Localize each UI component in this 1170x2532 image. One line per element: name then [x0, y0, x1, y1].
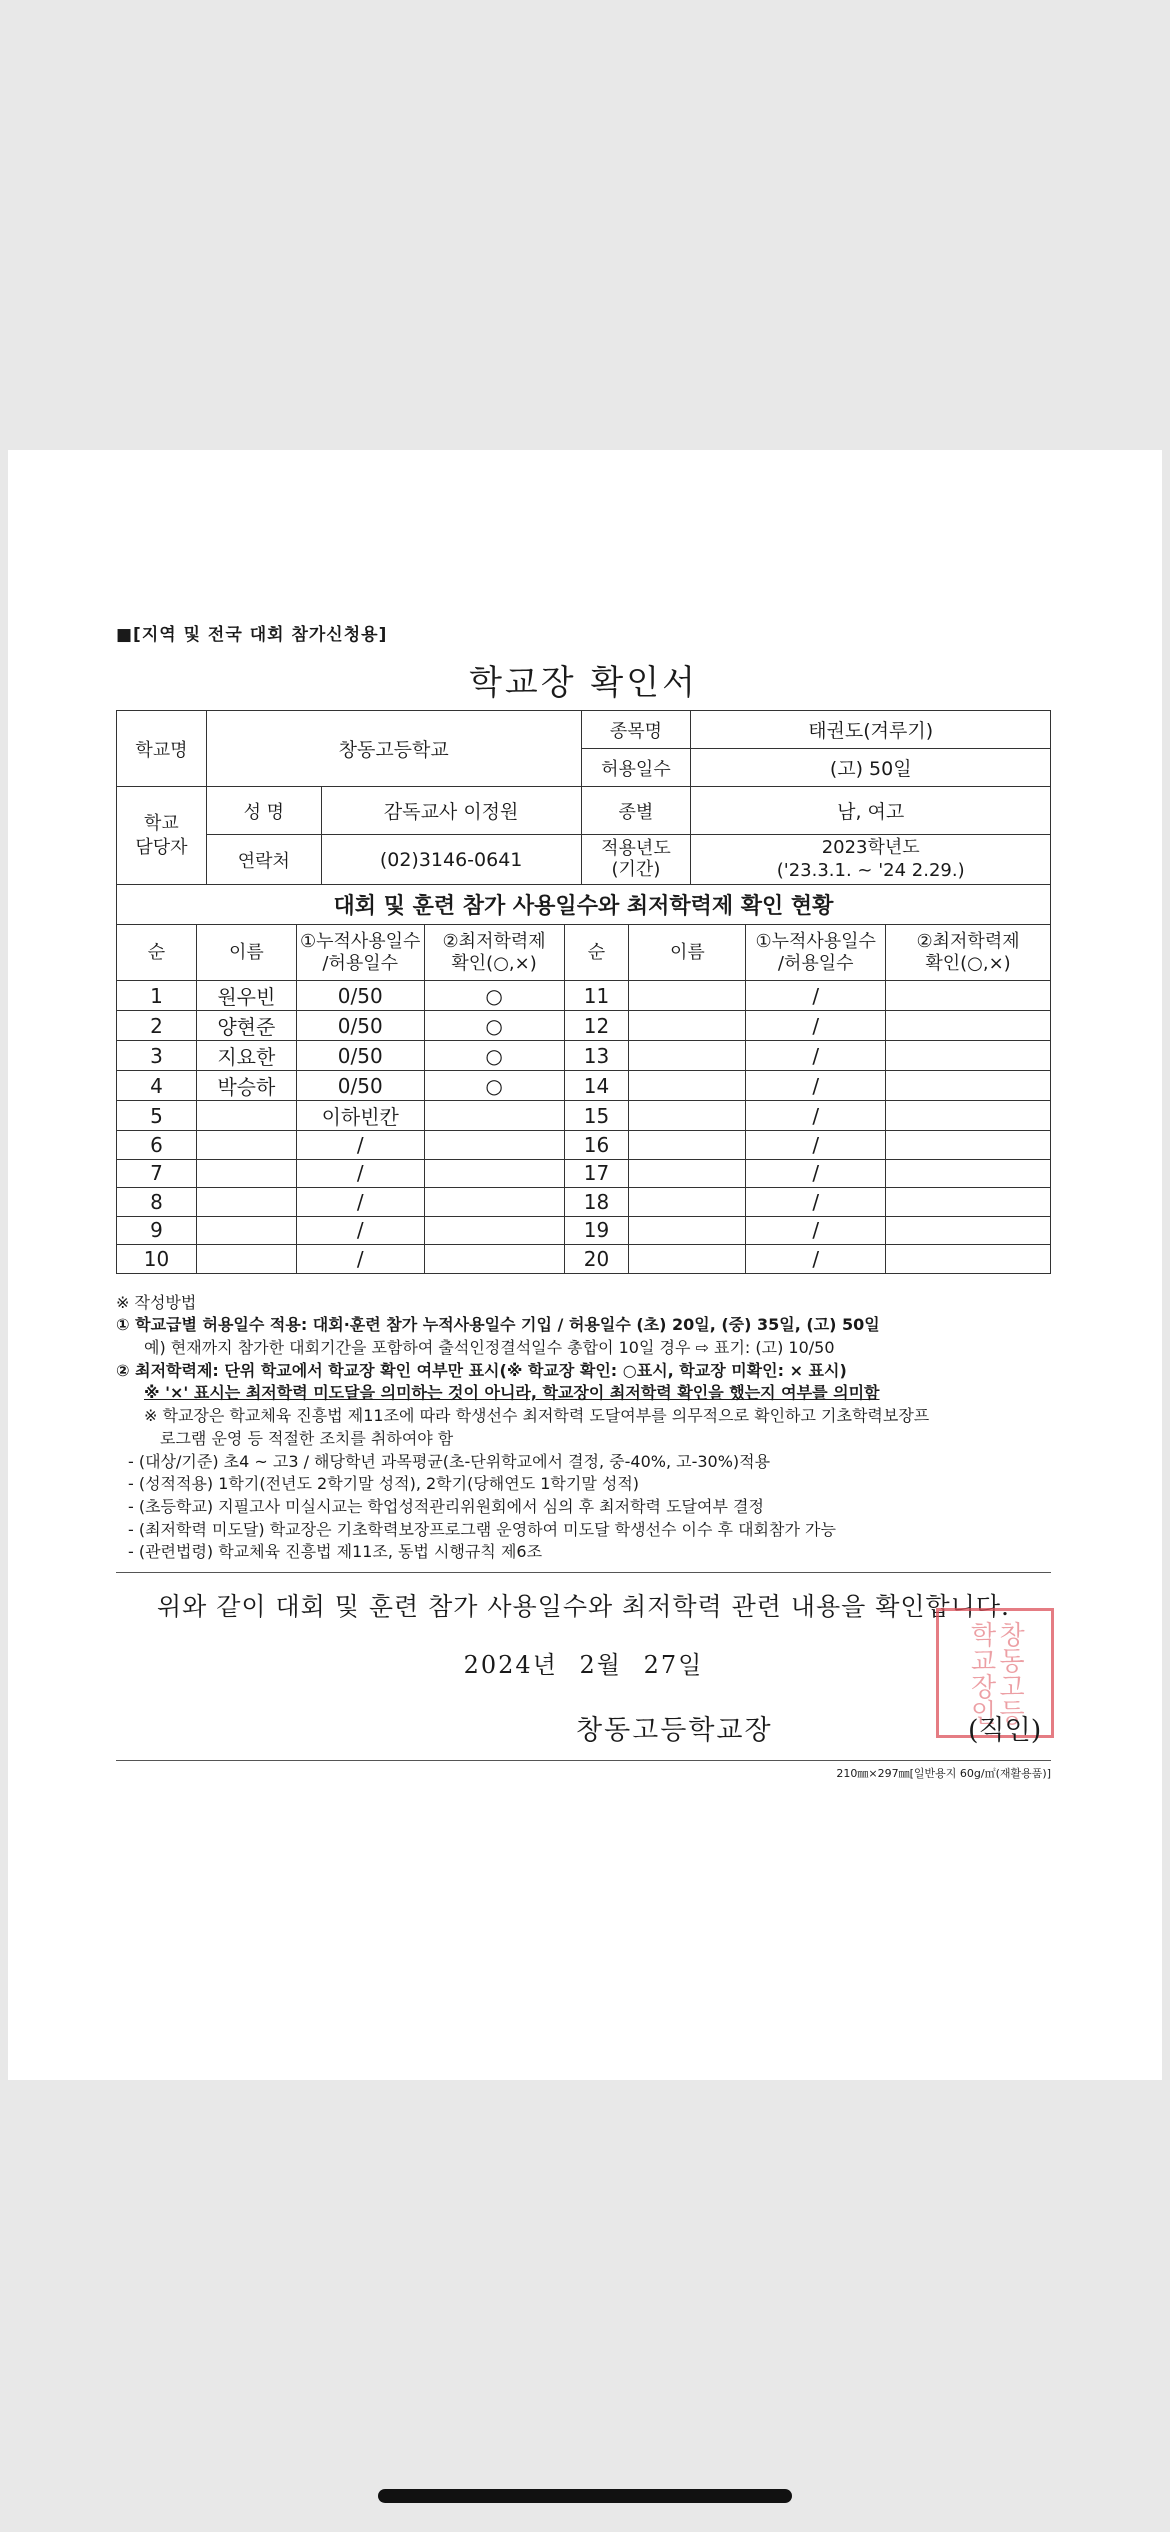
certificate	[116, 620, 1051, 1781]
table-row	[117, 1041, 1051, 1071]
student-name	[196, 1245, 296, 1274]
student-name	[629, 1245, 746, 1274]
footer-divider	[116, 1760, 1051, 1761]
academic-check	[424, 1188, 564, 1217]
row-number: 10	[117, 1245, 197, 1274]
col-days: ①누적사용일수 /허용일수	[296, 925, 424, 981]
student-name	[196, 1101, 296, 1131]
row-number: 9	[117, 1216, 197, 1245]
row-number: 19	[564, 1216, 629, 1245]
days-used: /	[296, 1159, 424, 1188]
days-value: (고) 50일	[691, 749, 1051, 787]
days-used: 0/50	[296, 1041, 424, 1071]
table-row	[117, 1245, 1051, 1274]
note-2: ② 최저학력제: 단위 학교에서 학교장 확인 여부만 표시(※ 학교장 확인: ○표시, 학교장 미확인: × 표시)	[116, 1360, 847, 1380]
issue-date	[116, 1645, 1051, 1680]
row-number: 12	[564, 1011, 629, 1041]
document-title: 학교장 확인서	[469, 663, 698, 703]
contact-value: (02)3146-0641	[321, 835, 581, 885]
days-used: 0/50	[296, 1071, 424, 1101]
days-label: 허용일수	[581, 749, 691, 787]
academic-check	[886, 1101, 1051, 1131]
student-name	[196, 1159, 296, 1188]
student-name	[629, 1101, 746, 1131]
year-label: 적용년도 (기간)	[581, 835, 691, 885]
row-number: 8	[117, 1188, 197, 1217]
col-days-2: ①누적사용일수 /허용일수	[746, 925, 886, 981]
days-used: /	[296, 1131, 424, 1160]
sport-label: 종목명	[581, 711, 691, 749]
academic-check	[886, 1188, 1051, 1217]
academic-check	[424, 1216, 564, 1245]
seal-label: (직인)	[968, 1715, 1042, 1747]
student-name	[629, 1159, 746, 1188]
note-1-example: 예) 현재까지 참가한 대회기간을 포함하여 출석인정결석일수 총합이 10일 경우 ⇨ 표기: (고) 10/50	[144, 1337, 835, 1357]
student-name: 원우빈	[196, 981, 296, 1011]
note-target: - (대상/기준) 초4 ~ 고3 / 해당학년 과목평균(초-단위학교에서 결정, 중-40%, 고-30%)적용	[128, 1451, 771, 1471]
student-name: 지요한	[196, 1041, 296, 1071]
school-name: 창동고등학교	[206, 711, 581, 787]
row-number: 17	[564, 1159, 629, 1188]
contact-label: 연락처	[206, 835, 321, 885]
academic-check: ○	[424, 1011, 564, 1041]
student-name: 박승하	[196, 1071, 296, 1101]
academic-check: ○	[424, 1071, 564, 1101]
row-number: 7	[117, 1159, 197, 1188]
row-number: 14	[564, 1071, 629, 1101]
days-used: /	[746, 1188, 886, 1217]
row-number: 16	[564, 1131, 629, 1160]
academic-check	[886, 981, 1051, 1011]
note-2-c: 로그램 운영 등 적절한 조치를 취하여야 함	[160, 1428, 454, 1448]
academic-check: ○	[424, 1041, 564, 1071]
participation-title: 대회 및 훈련 참가 사용일수와 최저학력제 확인 현황	[116, 885, 1051, 924]
days-used: /	[746, 1101, 886, 1131]
col-num-2: 순	[564, 925, 629, 981]
row-number: 13	[564, 1041, 629, 1071]
student-name	[629, 1041, 746, 1071]
staff-label: 학교 담당자	[117, 787, 207, 885]
academic-check	[886, 1071, 1051, 1101]
participation-table	[116, 924, 1051, 1274]
academic-check	[424, 1101, 564, 1131]
academic-check	[886, 1159, 1051, 1188]
days-used: /	[746, 1245, 886, 1274]
col-name: 이름	[196, 925, 296, 981]
row-number: 11	[564, 981, 629, 1011]
table-row	[117, 1188, 1051, 1217]
col-name-2: 이름	[629, 925, 746, 981]
note-1: ① 학교급별 허용일수 적용: 대회·훈련 참가 누적사용일수 기입 / 허용일수 (초) 20일, (중) 35일, (고) 50일	[116, 1315, 880, 1335]
form-tag: ■[지역 및 전국 대회 참가신청용]	[116, 625, 388, 645]
date-day: 27일	[643, 1651, 704, 1680]
gender-label: 종별	[581, 787, 691, 835]
student-name	[196, 1188, 296, 1217]
col-academic: ②최저학력제 확인(○,×)	[424, 925, 564, 981]
col-num: 순	[117, 925, 197, 981]
student-name: 양현준	[196, 1011, 296, 1041]
period-value: ('23.3.1. ~ '24 2.29.)	[776, 859, 965, 881]
academic-check	[424, 1245, 564, 1274]
student-name	[629, 1131, 746, 1160]
name-value: 감독교사 이정원	[321, 787, 581, 835]
row-number: 2	[117, 1011, 197, 1041]
note-not-reached: - (최저학력 미도달) 학교장은 기초학력보장프로그램 운영하여 미도달 학생선수 이수 후 대회참가 가능	[128, 1519, 836, 1539]
row-number: 5	[117, 1101, 197, 1131]
home-indicator[interactable]	[378, 2489, 792, 2503]
academic-check	[424, 1131, 564, 1160]
days-used: /	[296, 1216, 424, 1245]
date-month: 2월	[579, 1651, 622, 1680]
row-number: 20	[564, 1245, 629, 1274]
student-name	[629, 1216, 746, 1245]
table-row	[117, 1216, 1051, 1245]
table-row	[117, 1131, 1051, 1160]
table-row	[117, 1101, 1051, 1131]
seal-text: 창동고등학교장인	[966, 1621, 1025, 1726]
gender-value: 남, 여고	[691, 787, 1051, 835]
year-period-cell	[691, 835, 1051, 885]
student-name	[629, 1071, 746, 1101]
writing-instructions	[116, 1292, 1051, 1565]
row-number: 3	[117, 1041, 197, 1071]
document-page	[8, 450, 1162, 2080]
col-academic-2: ②최저학력제 확인(○,×)	[886, 925, 1051, 981]
paper-spec: 210㎜×297㎜[일반용지 60g/㎡(재활용품)]	[836, 1767, 1051, 1781]
student-name	[196, 1131, 296, 1160]
note-law: - (관련법령) 학교체육 진흥법 제11조, 동법 시행규칙 제6조	[128, 1542, 543, 1562]
sport-value: 태권도(겨루기)	[691, 711, 1051, 749]
days-used: /	[296, 1245, 424, 1274]
academic-check: ○	[424, 981, 564, 1011]
row-number: 15	[564, 1101, 629, 1131]
days-used: 0/50	[296, 981, 424, 1011]
student-name	[629, 1011, 746, 1041]
confirmation-statement: 위와 같이 대회 및 훈련 참가 사용일수와 최저학력 관련 내용을 확인합니다.	[157, 1592, 1010, 1622]
table-row	[117, 1071, 1051, 1101]
row-number: 18	[564, 1188, 629, 1217]
name-label: 성 명	[206, 787, 321, 835]
participation-header-row	[117, 925, 1051, 981]
days-used: /	[296, 1188, 424, 1217]
notes-heading: ※ 작성방법	[116, 1292, 197, 1312]
note-2-a: ※ '×' 표시는 최저학력 미도달을 의미하는 것이 아니라, 학교장이 최저학력 확인을 했는지 여부를 의미함	[144, 1383, 880, 1403]
note-grades: - (성적적용) 1학기(전년도 2학기말 성적), 2학기(당해연도 1학기말 성적)	[128, 1474, 640, 1494]
note-elementary: - (초등학교) 지필고사 미실시교는 학업성적관리위원회에서 심의 후 최저학력 도달여부 결정	[128, 1496, 764, 1516]
year-value: 2023학년도	[821, 837, 920, 858]
row-number: 1	[117, 981, 197, 1011]
days-used: /	[746, 1131, 886, 1160]
academic-check	[886, 1131, 1051, 1160]
days-used: /	[746, 1071, 886, 1101]
principal-signature: 창동고등학교장	[576, 1715, 773, 1747]
table-row	[117, 981, 1051, 1011]
days-used: /	[746, 981, 886, 1011]
student-name	[629, 981, 746, 1011]
days-used: /	[746, 1216, 886, 1245]
days-used: /	[746, 1011, 886, 1041]
school-info-table	[116, 710, 1051, 885]
school-label: 학교명	[117, 711, 207, 787]
days-used: /	[746, 1159, 886, 1188]
academic-check	[886, 1011, 1051, 1041]
divider	[116, 1572, 1051, 1573]
academic-check	[886, 1041, 1051, 1071]
days-used: /	[746, 1041, 886, 1071]
table-row	[117, 1159, 1051, 1188]
student-name	[196, 1216, 296, 1245]
row-number: 4	[117, 1071, 197, 1101]
student-name	[629, 1188, 746, 1217]
days-used: 이하빈칸	[296, 1101, 424, 1131]
academic-check	[424, 1159, 564, 1188]
academic-check	[886, 1245, 1051, 1274]
table-row	[117, 1011, 1051, 1041]
note-2-b: ※ 학교장은 학교체육 진흥법 제11조에 따라 학생선수 최저학력 도달여부를 의무적으로 확인하고 기초학력보장프	[144, 1406, 930, 1426]
date-year: 2024년	[463, 1651, 558, 1680]
academic-check	[886, 1216, 1051, 1245]
days-used: 0/50	[296, 1011, 424, 1041]
row-number: 6	[117, 1131, 197, 1160]
